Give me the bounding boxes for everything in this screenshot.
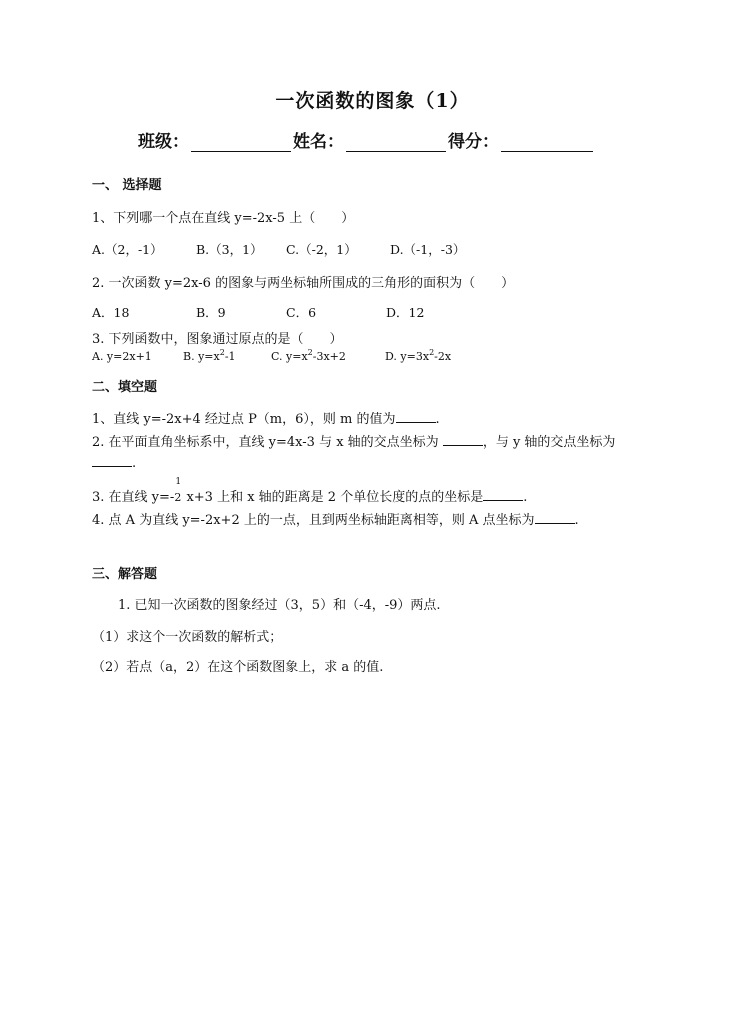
- class-blank[interactable]: [191, 133, 291, 152]
- section-heading-fill: 二、填空题: [92, 380, 158, 395]
- section-heading-choice: 一、 选择题: [92, 178, 162, 193]
- choice-q3-option-d: D. $y=3x^2-2x$: [385, 348, 452, 363]
- choice-q2-option-a: A．18: [92, 305, 130, 320]
- name-blank[interactable]: [346, 133, 446, 152]
- choice-q3-option-c: C. $y=x^2-3x+2$: [271, 348, 346, 363]
- student-info-line: [138, 127, 595, 152]
- name-label: 姓名：: [293, 132, 344, 152]
- answer-q1-text: 1. 已知一次函数的图象经过（3，5）和（-4，-9）两点.: [118, 598, 441, 613]
- choice-q1-option-b: B.（3，1）: [196, 242, 263, 257]
- choice-q1-option-d: D.（-1，-3）: [390, 242, 466, 257]
- fill-q4: 4. 点 A 为直线 y=-2x+2 上的一点，且到两坐标轴距离相等，则 A 点坐标为 .: [92, 513, 579, 528]
- page-title: 一次函数的图象（1）: [275, 90, 470, 112]
- section-heading-answer: 三、解答题: [92, 567, 158, 582]
- choice-q3-text: 3. 下列函数中，图象通过原点的是（ ）: [92, 332, 343, 347]
- fill-q3-blank[interactable]: [483, 488, 523, 501]
- score-blank[interactable]: [501, 133, 593, 152]
- fill-q2-line2: .: [92, 454, 136, 471]
- choice-q2-text: 2. 一次函数 y=2x-6 的图象与两坐标轴所围成的三角形的面积为（ ）: [92, 276, 515, 291]
- fraction-one-half: 1 2: [174, 477, 182, 504]
- fill-q1: 1、直线 y=-2x+4 经过点 P（m，6），则 m 的值为 .: [92, 412, 440, 427]
- choice-q1-text: 1、下列哪一个点在直线 y=-2x-5 上（ ）: [92, 211, 355, 226]
- choice-q2-option-d: D．12: [386, 305, 425, 320]
- choice-q1-option-c: C.（-2，1）: [286, 242, 357, 257]
- fill-q1-blank[interactable]: [396, 410, 436, 423]
- fill-q4-blank[interactable]: [535, 511, 575, 524]
- score-label: 得分：: [448, 132, 499, 152]
- choice-q1-option-a: A.（2，-1）: [92, 242, 163, 257]
- fill-q2-blank-y[interactable]: [92, 454, 132, 467]
- choice-q3-option-a: A. y=2x+1: [92, 350, 152, 363]
- answer-q1-part2: （2）若点（a，2）在这个函数图象上，求 a 的值.: [92, 660, 384, 675]
- choice-q3-option-b: B. $y=x^2-1$: [183, 348, 236, 363]
- choice-q2-option-b: B．9: [196, 305, 226, 320]
- fill-q2-line1: 2. 在平面直角坐标系中，直线 y=4x-3 与 x 轴的交点坐标为 ，与 y 轴的交点坐标为: [92, 435, 616, 450]
- class-label: 班级：: [138, 132, 189, 152]
- fill-q2-blank-x[interactable]: [443, 433, 483, 446]
- choice-q2-option-c: C．6: [286, 305, 317, 320]
- fill-q3: 3. 在直线 y=- 1 2 x+3 上和 x 轴的距离是 2 个单位长度的点的坐标是 .: [92, 477, 528, 505]
- answer-q1-part1: （1）求这个一次函数的解析式；: [92, 630, 283, 645]
